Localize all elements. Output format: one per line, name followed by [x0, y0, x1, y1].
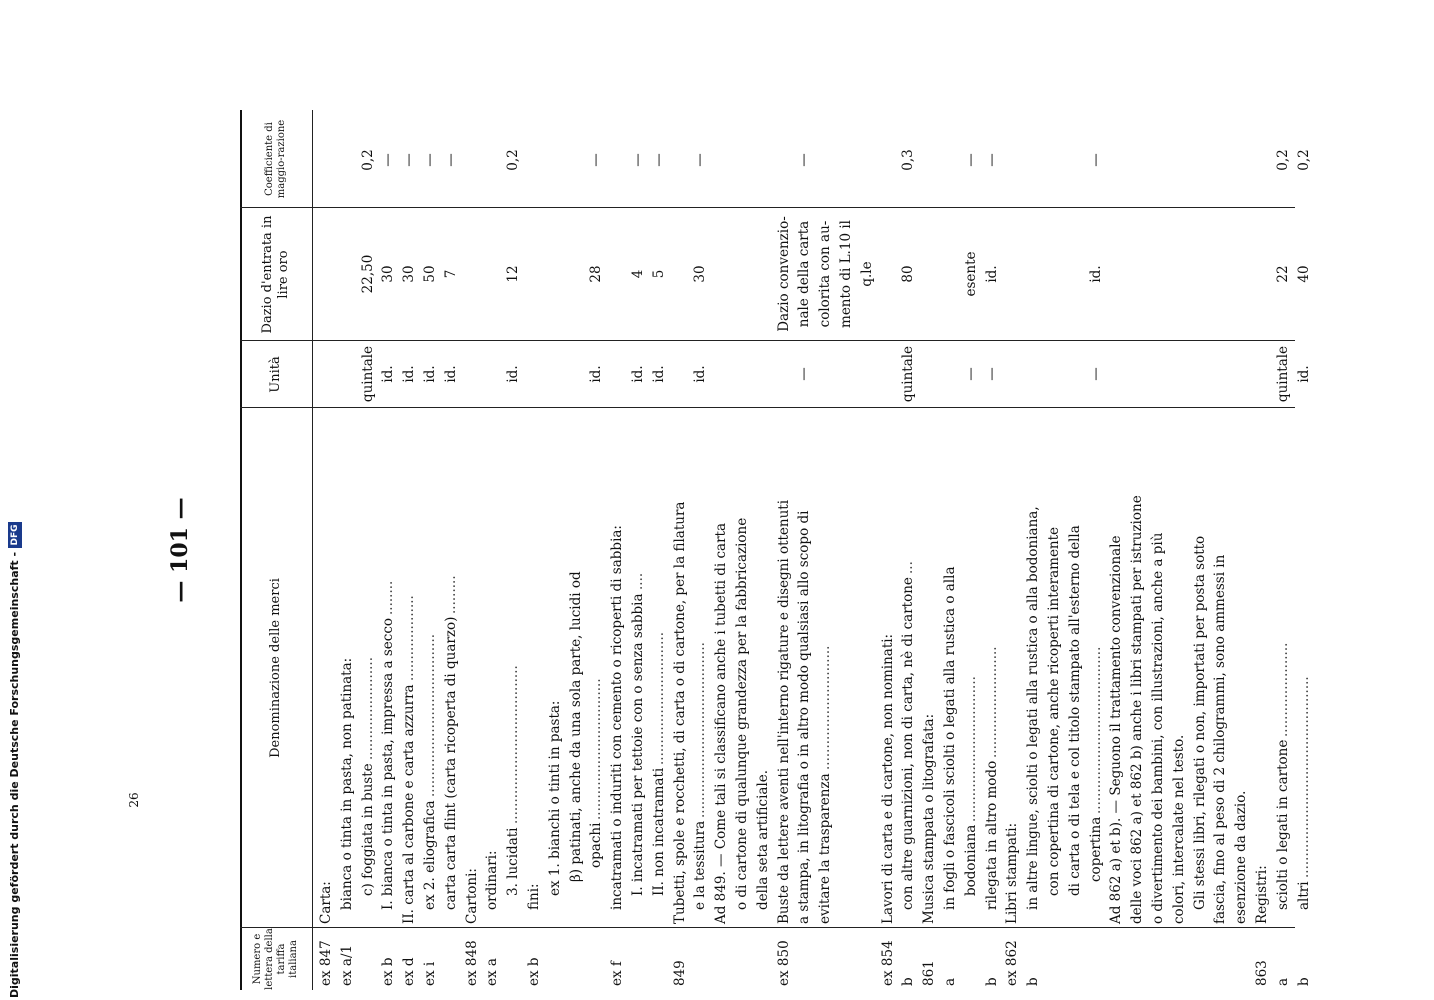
- tariff-page: [160, 110, 1312, 990]
- row-coefficient: —: [630, 153, 646, 167]
- dot-leader: ......................: [1274, 642, 1291, 737]
- row-denomination: con copertina di cartone, anche ricoperti interamente: [1046, 526, 1062, 896]
- row-denomination: I. bianca o tinta in pasta, impressa a secco: [380, 617, 397, 910]
- row-unit: quintale: [359, 345, 376, 403]
- table-row: [1275, 110, 1292, 990]
- dot-leader: ....................: [401, 595, 418, 681]
- row-duty: mento di L.10 il: [838, 220, 854, 328]
- table-row: [526, 110, 543, 990]
- row-denomination: Gli stessi libri, rilegati o non, importati per posta sotto: [1191, 535, 1208, 910]
- dot-leader: ........: [380, 580, 397, 615]
- row-denomination: o divertimento dei bambini, con illustrazioni, anche a più: [1150, 532, 1166, 924]
- table-row: [360, 110, 377, 990]
- row-duty: colorita con au-: [817, 220, 834, 328]
- row-number: ex a: [484, 958, 501, 986]
- row-denomination: evitare la trasparenza: [817, 773, 834, 924]
- row-denomination: β) patinati, anche da una sola parte, lucidi od: [567, 571, 584, 882]
- row-unit: —: [962, 367, 979, 381]
- table-row: [1129, 110, 1146, 990]
- row-duty: nale della carta: [796, 220, 813, 328]
- row-denomination: in altre lingue, sciolti o legati alla rustica o alla bodoniana,: [1025, 506, 1042, 910]
- row-coefficient: —: [796, 153, 813, 167]
- row-denomination: carta carta flint (carta ricoperta di quarzo): [442, 616, 459, 910]
- dot-leader: ...............................: [650, 631, 667, 765]
- header-coefficient: Coefficiente di maggio-razione: [264, 119, 287, 199]
- table-row: [672, 110, 689, 990]
- row-number: ex d: [401, 957, 418, 986]
- row-coefficient: —: [983, 153, 1000, 167]
- table-row: [401, 110, 418, 990]
- row-coefficient: —: [442, 153, 459, 167]
- row-denomination: Lavori di carta e di cartone, non nominati:: [879, 633, 896, 924]
- row-coefficient: 0,3: [900, 149, 917, 171]
- row-unit: id.: [442, 365, 459, 383]
- row-coefficient: 0,2: [1274, 149, 1291, 171]
- row-unit: —: [796, 367, 813, 381]
- row-denomination: copertina: [1087, 816, 1104, 882]
- row-number: a: [942, 977, 958, 986]
- row-duty: 30: [380, 265, 397, 283]
- header-duty: Dazio d'entrata in lire oro: [260, 215, 291, 334]
- table-row: [755, 110, 772, 990]
- row-coefficient: —: [1087, 153, 1104, 167]
- row-number: ex b: [380, 957, 397, 986]
- row-number: a: [1274, 977, 1291, 986]
- tariff-table: [210, 110, 1312, 990]
- row-number: ex 854: [879, 940, 896, 986]
- dot-leader: ......................................: [422, 633, 438, 797]
- row-coefficient: —: [588, 153, 605, 167]
- row-denomination: Tubetti, spole e rocchetti, di carta o di cartone, per la filatura: [671, 501, 688, 924]
- table-row: [817, 110, 834, 990]
- row-denomination: incatramati o induriti con cemento o ricoperti di sabbia:: [609, 525, 626, 910]
- table-row: [1025, 110, 1042, 990]
- dot-leader: ...............................................: [1295, 676, 1312, 878]
- dot-leader: .......................................: [1087, 646, 1104, 814]
- row-duty: esente: [962, 251, 979, 297]
- row-unit: —: [983, 367, 1000, 381]
- row-duty: 80: [900, 265, 917, 283]
- scan-credit: Digitalisierung gefördert durch die Deutsche Forschungsgemeinschaft -DFG: [4, 0, 26, 998]
- row-number: b: [1025, 977, 1042, 986]
- table-row: [1088, 110, 1105, 990]
- row-duty: 50: [422, 265, 438, 283]
- table-row: [1108, 110, 1125, 990]
- dot-leader: .................................: [588, 678, 605, 820]
- row-unit: id.: [588, 365, 605, 383]
- header-unit: Unità: [268, 356, 284, 393]
- row-unit: id.: [401, 365, 418, 383]
- row-duty: 30: [692, 265, 709, 283]
- row-denomination: Musica stampata o litografata:: [921, 713, 938, 924]
- row-number: b: [900, 977, 917, 986]
- row-denomination: della seta artificiale.: [754, 769, 771, 910]
- row-denomination: c) foggiata in buste: [359, 763, 376, 896]
- row-number: ex 862: [1004, 940, 1021, 986]
- table-row: [1046, 110, 1063, 990]
- row-duty: q.le: [858, 261, 875, 287]
- row-number: ex f: [609, 961, 626, 986]
- row-number: ex i: [422, 961, 438, 986]
- table-row: [1212, 110, 1229, 990]
- table-row: [568, 110, 585, 990]
- page-number: — 101 —: [167, 497, 193, 603]
- row-denomination: Carta:: [318, 881, 334, 924]
- table-row: [588, 110, 605, 990]
- row-coefficient: —: [692, 153, 709, 167]
- row-denomination: II. non incatramati: [650, 767, 667, 896]
- row-duty: id.: [1087, 265, 1104, 283]
- table-row: [651, 110, 668, 990]
- row-unit: id.: [692, 365, 709, 383]
- table-row: [838, 110, 855, 990]
- row-number: 863: [1254, 960, 1270, 986]
- row-number: ex a/1: [338, 944, 355, 986]
- row-coefficient: —: [962, 153, 979, 167]
- row-unit: id.: [505, 365, 522, 383]
- table-row: [734, 110, 751, 990]
- row-denomination: fini:: [526, 883, 542, 910]
- row-denomination: colori, intercalate nel testo.: [1170, 734, 1187, 924]
- row-number: ex b: [526, 957, 542, 986]
- row-coefficient: 0,2: [505, 149, 522, 171]
- row-denomination: ex 2. eliografica: [422, 800, 438, 910]
- table-row: [880, 110, 897, 990]
- row-unit: id.: [422, 365, 438, 383]
- table-row: [609, 110, 626, 990]
- row-denomination: con altre guarnizioni, non di carta, nè di cartone: [900, 577, 917, 910]
- row-denomination: Ad 862 a) et b). — Seguono il trattamento convenzionale: [1108, 535, 1125, 924]
- row-denomination: bodoniana: [962, 824, 979, 896]
- table-row: [963, 110, 980, 990]
- table-row: [1067, 110, 1084, 990]
- row-denomination: e la tessitura: [692, 820, 709, 910]
- header-rule: [312, 110, 313, 990]
- table-row: [422, 110, 439, 990]
- table-row: [547, 110, 564, 990]
- dot-leader: ..................................: [962, 676, 979, 822]
- row-number: 861: [921, 960, 938, 986]
- table-row: [1192, 110, 1209, 990]
- table-row: [1004, 110, 1021, 990]
- row-unit: id.: [380, 365, 397, 383]
- table-row: [339, 110, 356, 990]
- table-row: [1150, 110, 1167, 990]
- dot-leader: ....: [630, 572, 646, 590]
- row-denomination: in fogli o fascicoli sciolti o legati alla rustica o alla: [942, 566, 958, 910]
- row-duty: 22: [1274, 265, 1291, 283]
- table-row: [1254, 110, 1271, 990]
- row-denomination: Registri:: [1254, 865, 1270, 924]
- row-denomination: altri: [1295, 881, 1312, 910]
- row-denomination: Ad 849. — Come tali si classificano anche i tubetti di carta: [713, 522, 730, 924]
- row-coefficient: —: [401, 153, 418, 167]
- row-duty: 30: [401, 265, 418, 283]
- table-row: [464, 110, 481, 990]
- row-denomination: sciolti o legati in cartone: [1274, 739, 1291, 910]
- table-row: [921, 110, 938, 990]
- row-denomination: rilegata in altro modo: [983, 760, 1000, 910]
- table-row: [900, 110, 917, 990]
- row-denomination: Buste da lettere aventi nell'interno rigature e disegni ottenuti: [775, 499, 792, 924]
- table-row: [713, 110, 730, 990]
- row-number: ex 850: [775, 940, 792, 986]
- row-number: 849: [671, 960, 688, 986]
- dot-leader: ........................: [359, 657, 376, 760]
- table-row: [859, 110, 876, 990]
- row-unit: —: [1087, 367, 1104, 381]
- table-row: [1296, 110, 1313, 990]
- table-row: [984, 110, 1001, 990]
- row-unit: quintale: [1274, 345, 1291, 403]
- row-coefficient: —: [380, 153, 397, 167]
- dot-leader: .........................................: [692, 642, 709, 818]
- row-denomination: opachi: [588, 822, 605, 868]
- dot-leader: .........: [442, 575, 459, 614]
- table-row: [443, 110, 460, 990]
- row-denomination: 3. lucidati: [505, 827, 522, 896]
- row-number: ex 848: [463, 940, 480, 986]
- row-denomination: II. carta al carbone e carta azzurra: [401, 684, 418, 924]
- table-row: [692, 110, 709, 990]
- table-row: [318, 110, 335, 990]
- dot-leader: .....................................: [505, 665, 522, 824]
- row-duty: Dazio convenzio-: [775, 216, 792, 332]
- row-duty: id.: [983, 265, 1000, 283]
- table-row: [796, 110, 813, 990]
- row-unit: id.: [650, 365, 667, 383]
- row-number: b: [1295, 977, 1312, 986]
- table-row: [380, 110, 397, 990]
- row-duty: 28: [588, 265, 605, 283]
- dot-leader: ..........................: [983, 646, 1000, 758]
- row-duty: 7: [442, 269, 459, 279]
- footer-number: 26: [127, 792, 141, 808]
- table-row: [630, 110, 647, 990]
- row-coefficient: —: [422, 153, 438, 167]
- row-denomination: Cartoni:: [463, 868, 480, 924]
- row-denomination: bianca o tinta in pasta, non patinata:: [338, 657, 355, 910]
- row-duty: 40: [1295, 265, 1312, 283]
- table-row: [505, 110, 522, 990]
- row-denomination: o di cartone di qualunque grandezza per la fabbricazione: [734, 517, 750, 910]
- row-unit: id.: [630, 365, 646, 383]
- table-row: [1171, 110, 1188, 990]
- row-coefficient: 0,2: [1295, 149, 1312, 171]
- row-denomination: di carta o di tela e col titolo stampato all'esterno della: [1066, 525, 1083, 896]
- table-row: [484, 110, 501, 990]
- dfg-logo-icon: DFG: [8, 522, 22, 548]
- dot-leader: ...: [900, 561, 917, 574]
- table-row: [776, 110, 793, 990]
- row-denomination: ordinari:: [484, 850, 501, 910]
- row-duty: 22,50: [359, 254, 376, 294]
- table-row: [942, 110, 959, 990]
- row-denomination: I. incatramati per tettoie con o senza sabbia: [630, 593, 646, 896]
- row-denomination: fascia, fino al peso di 2 chilogrammi, sono ammessi in: [1212, 554, 1229, 924]
- row-number: b: [983, 977, 1000, 986]
- row-denomination: a stampa, in litografia o in altro modo qualsiasi allo scopo di: [796, 510, 813, 924]
- table-row: [1233, 110, 1250, 990]
- row-number: ex 847: [318, 940, 334, 986]
- header-number: Numero e lettera della tariffa italiana: [252, 928, 299, 990]
- row-denomination: esenzione da dazio.: [1233, 790, 1250, 924]
- row-duty: 12: [505, 265, 522, 283]
- row-denomination: ex 1. bianchi o tinti in pasta:: [546, 700, 563, 896]
- header-denomination: Denominazione delle merci: [268, 578, 284, 758]
- row-unit: id.: [1295, 365, 1312, 383]
- row-denomination: delle voci 862 a) et 862 b) anche i libri stampati per istruzione: [1129, 495, 1146, 924]
- row-unit: quintale: [900, 345, 917, 403]
- row-coefficient: —: [650, 153, 667, 167]
- row-duty: 5: [650, 269, 667, 279]
- row-duty: 4: [630, 269, 646, 279]
- row-coefficient: 0,2: [359, 149, 376, 171]
- dot-leader: .............................: [817, 645, 834, 770]
- row-denomination: Libri stampati:: [1004, 822, 1021, 924]
